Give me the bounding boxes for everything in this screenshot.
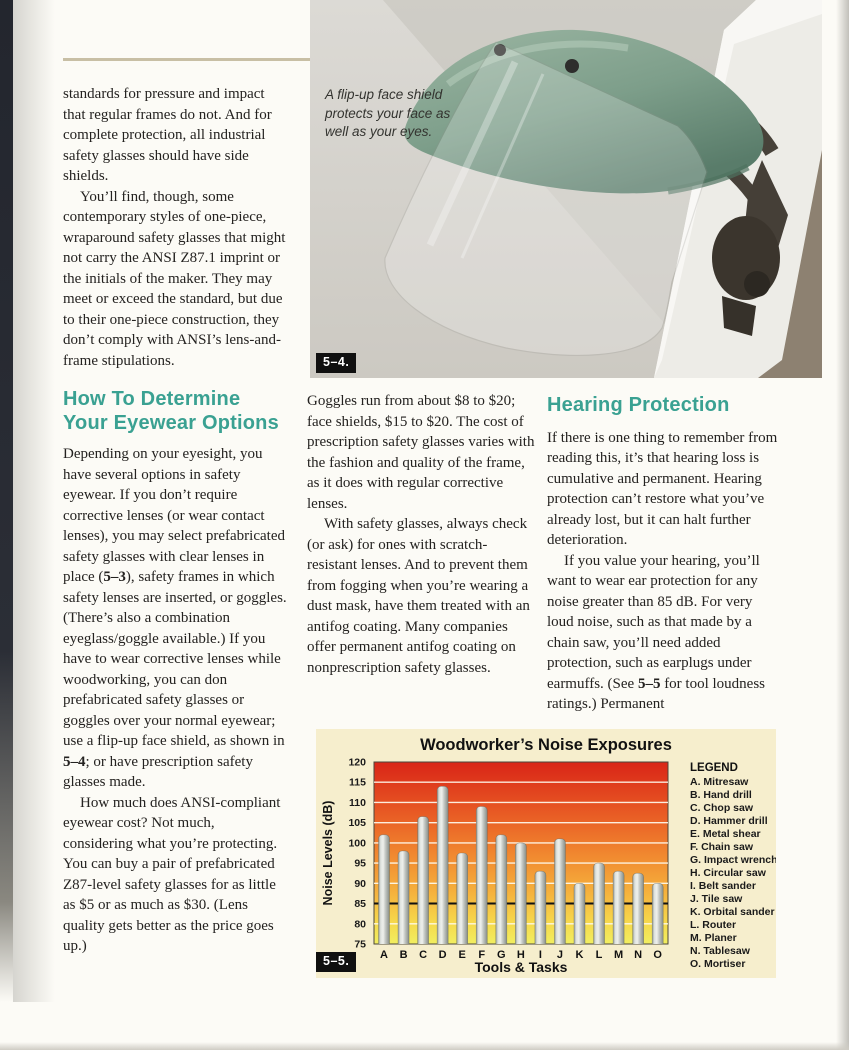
x-tick-label: C xyxy=(419,949,428,961)
legend-item: E. Metal shear xyxy=(690,828,761,840)
bar-C xyxy=(418,817,429,949)
y-tick-label: 105 xyxy=(348,817,366,830)
bar-L xyxy=(594,863,605,949)
legend-item: I. Belt sander xyxy=(690,880,756,892)
paragraph: standards for pressure and impact that regular frames do not. And for complete protection, all industrial safety glasses should have side shields. xyxy=(63,86,272,184)
bar-H xyxy=(515,843,526,949)
legend-item: G. Impact wrench xyxy=(690,854,776,866)
chart-title: Woodworker’s Noise Exposures xyxy=(420,736,672,754)
caption-line: well as your eyes. xyxy=(325,124,433,139)
x-tick-label: L xyxy=(595,949,603,961)
left-column-intro xyxy=(63,84,287,371)
legend-item: H. Circular saw xyxy=(690,867,766,879)
bar-E xyxy=(457,853,468,949)
ratchet-knob xyxy=(744,271,770,297)
x-tick-label: J xyxy=(556,949,564,961)
legend-item: C. Chop saw xyxy=(690,802,754,814)
face-shield-illustration xyxy=(310,0,822,378)
y-tick-label: 95 xyxy=(354,857,366,870)
bar-B xyxy=(398,851,409,949)
x-tick-label: G xyxy=(497,949,506,961)
legend-item: K. Orbital sander xyxy=(690,906,775,918)
face-shield-photo xyxy=(310,0,822,378)
x-tick-label: O xyxy=(653,949,662,961)
page-bottom-edge xyxy=(0,1042,849,1050)
noise-chart-svg xyxy=(316,729,776,978)
pivot-button xyxy=(565,59,579,73)
caption-line: protects your face as xyxy=(325,105,451,121)
binding-shadow xyxy=(0,0,13,1002)
legend-item: L. Router xyxy=(690,919,737,931)
figure-label-5-4: 5–4. xyxy=(316,353,356,373)
x-tick-label: E xyxy=(458,949,466,961)
x-tick-label: A xyxy=(380,949,388,961)
bar-M xyxy=(613,871,624,949)
x-tick-label: K xyxy=(575,949,584,961)
right-column-body xyxy=(547,428,780,715)
paragraph: Goggles run from about $8 to $20; face shields, $15 to $20. The cost of prescription safety glasses varies with the fashion and quality of the frame, as it does with regular corrective lenses. xyxy=(307,393,535,512)
y-axis-title: Noise Levels (dB) xyxy=(321,800,335,906)
paragraph: How much does ANSI-compliant eyewear cost? Not much, considering what you’re protecting. You can buy a pair of prefabricated Z87-level safety glasses for as little as $5 or as much as $30. (Lens quality gets better as the price goes up.) xyxy=(63,794,281,954)
paragraph: Depending on your eyesight, you have several options in safety eyewear. If you don’t require corrective lenses (or wear contact lenses), you may select prefabricated safety glasses with clear lenses in place (5–3), safety frames in which safety lenses are inserted, or goggles. (There’s also a combination eyeglass/goggle available.) If you have to wear corrective lenses while woodworking, you can don prefabricated safety glasses or goggles over your normal eyewear; use a flip-up face shield, as shown in 5–4; or have prescription safety glasses made. xyxy=(63,446,287,790)
noise-chart-figure xyxy=(316,729,776,978)
bar-J xyxy=(554,839,565,949)
bar-A xyxy=(379,835,390,949)
middle-column xyxy=(307,391,535,678)
y-tick-label: 110 xyxy=(349,796,366,809)
y-tick-label: 85 xyxy=(354,898,366,911)
x-tick-label: D xyxy=(438,949,447,961)
legend-title: LEGEND xyxy=(690,762,738,774)
photo-caption xyxy=(325,86,450,142)
paragraph: With safety glasses, always check (or ask) for ones with scratch-resistant lenses. And to prevent them from fogging when you’re wearing a dust mask, have them treated with an antifog coating. Many companies offer permanent antifog coating on nonprescription safety glasses. xyxy=(307,516,530,676)
bar-I xyxy=(535,871,546,949)
legend-item: A. Mitresaw xyxy=(690,776,749,788)
x-tick-label: N xyxy=(634,949,643,961)
x-tick-label: H xyxy=(516,949,525,961)
middle-column-body xyxy=(307,391,535,678)
y-tick-label: 90 xyxy=(354,877,366,890)
y-tick-label: 100 xyxy=(348,837,366,850)
legend-item: M. Planer xyxy=(690,932,737,944)
paragraph: You’ll find, though, some contemporary styles of one-piece, wraparound safety glasses that might not carry the ANSI Z87.1 imprint or the initials of the maker. They may meet or exceed the standard, but due to their one-piece construction, they don’t comply with ANSI’s lens-and-frame stipulations. xyxy=(63,188,286,369)
bar-K xyxy=(574,883,585,949)
heading-line: Hearing Protection xyxy=(547,394,730,416)
binding-soft-shadow xyxy=(13,0,55,1002)
caption-line: A flip-up face shield xyxy=(325,87,443,102)
x-tick-label: F xyxy=(478,949,486,961)
heading-line: Your Eyewear Options xyxy=(63,411,279,434)
legend-item: F. Chain saw xyxy=(690,841,754,853)
paragraph: If there is one thing to remember from reading this, it’s that hearing loss is cumulative and permanent. Hearing protection can’t restore what you’ve already lost, but it can halt further deterioration. xyxy=(547,429,778,548)
heading-line: How To Determine xyxy=(63,388,241,410)
x-tick-label: I xyxy=(538,949,542,961)
y-tick-label: 80 xyxy=(354,918,366,931)
bar-O xyxy=(652,883,663,949)
x-tick-label: M xyxy=(614,949,624,961)
right-column xyxy=(547,394,780,715)
section-heading-hearing-protection xyxy=(547,394,780,418)
top-horizontal-rule xyxy=(63,58,310,61)
legend-item: N. Tablesaw xyxy=(690,945,750,957)
y-tick-label: 120 xyxy=(348,756,366,769)
page-right-edge xyxy=(836,0,849,1050)
section-heading-eyewear-options xyxy=(63,388,287,435)
bar-G xyxy=(496,835,507,949)
paragraph: If you value your hearing, you’ll want to wear ear protection for any noise greater than 85 dB. For very loud noise, such as that made by a chain saw, you’ll need added protection, such as earplugs under earmuffs. (See 5–5 for tool loudness ratings.) Permanent xyxy=(547,552,766,712)
figure-label-5-5: 5–5. xyxy=(316,952,356,972)
legend-item: D. Hammer drill xyxy=(690,815,768,827)
bar-F xyxy=(476,806,487,949)
bar-D xyxy=(437,786,448,949)
left-column xyxy=(63,84,287,957)
y-tick-label: 115 xyxy=(349,776,366,789)
y-tick-label: 75 xyxy=(354,938,366,951)
x-tick-label: B xyxy=(399,949,408,961)
legend-item: O. Mortiser xyxy=(690,958,746,970)
legend-item: B. Hand drill xyxy=(690,789,752,801)
bar-N xyxy=(633,873,644,949)
x-axis-title: Tools & Tasks xyxy=(474,959,568,975)
left-column-body xyxy=(63,444,287,957)
legend-item: J. Tile saw xyxy=(690,893,743,905)
